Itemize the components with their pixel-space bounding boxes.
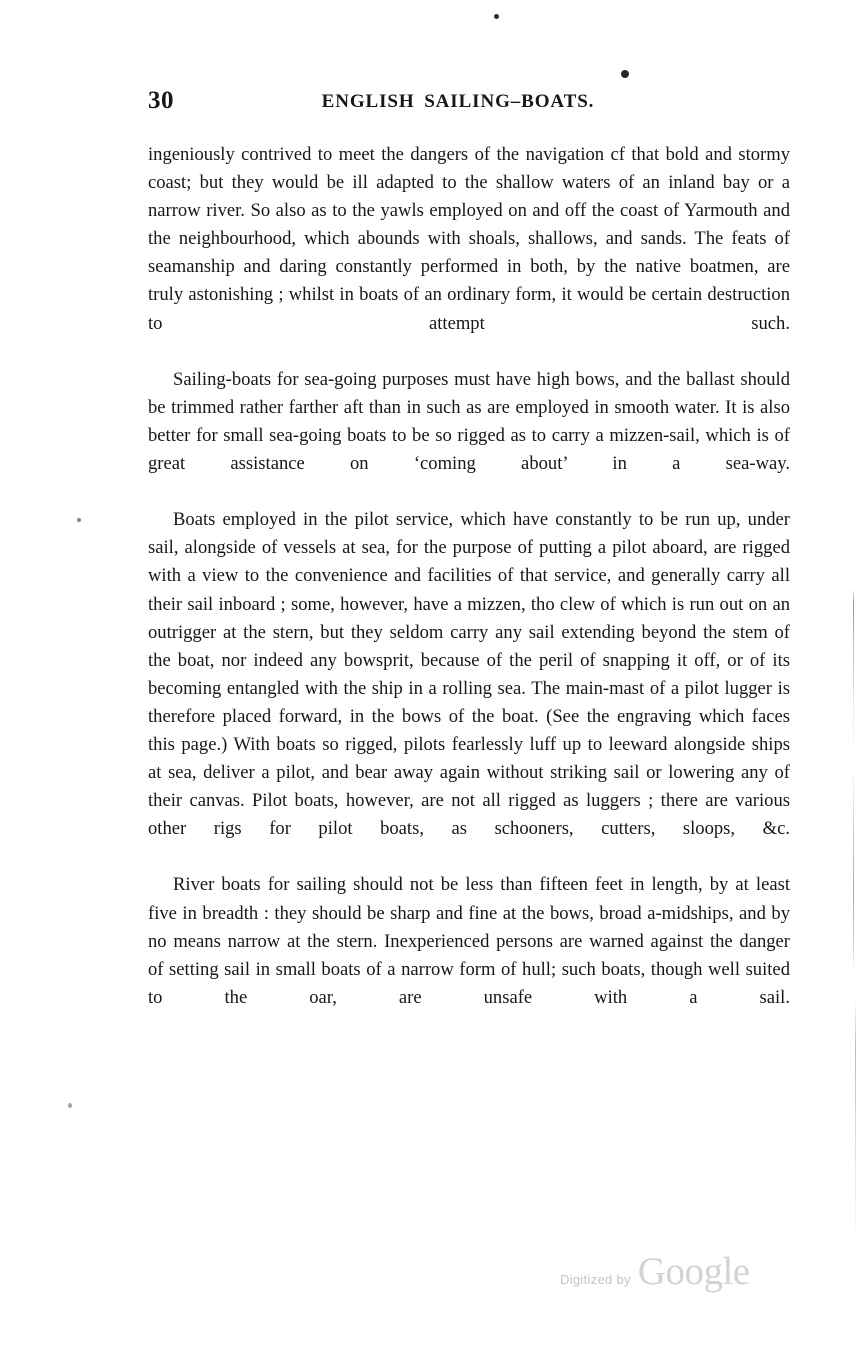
scan-edge-line xyxy=(855,1000,856,1250)
body-text-block xyxy=(148,141,790,1040)
scan-speck-artifact xyxy=(494,14,499,19)
scan-speck-artifact xyxy=(77,518,81,522)
scan-speck-artifact xyxy=(68,1103,72,1108)
running-header xyxy=(0,86,860,120)
paragraph-pilot-service: Boats employed in the pilot service, which have constantly to be run up, under sail, alongside of vessels at sea, for the purpose of putting a pilot aboard, are rigged with a view to the convenience and facilities of that service, and generally carry all their sail inboard ; some, however, have a mizzen, tho clew of which is run out on an outrigger at the stern, but they seldom carry any sail extending beyond the stem of the boat, nor indeed any bowsprit, because of the peril of snapping it off, or of its becoming entangled with the ship in a rolling sea. The main-mast of a pilot lugger is therefore placed forward, in the bows of the boat. (See the engraving which faces this page.) With boats so rigged, pilots fearlessly luff up to leeward alongside ships at sea, deliver a pilot, and bear away again without striking sail or lowering any of their canvas. Pilot boats, however, are not all rigged as luggers ; there are various other rigs for pilot boats, as schooners, cutters, sloops, &c. xyxy=(148,509,790,840)
page-number: 30 xyxy=(148,87,174,114)
digitized-by-google-watermark xyxy=(560,1252,750,1292)
paragraph-river-boats: River boats for sailing should not be less than fifteen feet in length, by at least five in breadth : they should be sharp and fine at the bows, broad a-midships, and by no means narrow at the stern. Inexperienced persons are warned against the danger of setting sail in small boats of a narrow form of hull; such boats, though well suited to the oar, are unsafe with a sail. xyxy=(148,874,790,1008)
paragraph-continuation: ingeniously contrived to meet the dangers of the navigation cf that bold and stormy coast; but they would be ill adapted to the shallow waters of an inland bay or a narrow river. So also as to the yawls employed on and off the coast of Yarmouth and the neighbourhood, which abounds with shoals, shallows, and sands. The feats of seamanship and daring constantly performed in both, by the native boatmen, are truly astonishing ; whilst in boats of an ordinary form, it would be certain destruction to attempt such. xyxy=(148,144,790,334)
scan-speck-artifact xyxy=(621,70,629,78)
google-wordmark: Google xyxy=(637,1250,750,1293)
running-head-title: ENGLISH SAILING–BOATS. xyxy=(321,91,595,112)
watermark-prefix-text: Digitized by xyxy=(560,1272,631,1287)
paragraph-sailing-boats: Sailing-boats for sea-going purposes must have high bows, and the ballast should be trimmed rather farther aft than in such as are employed in smooth water. It is also better for small sea-going boats to be so rigged as to carry a mizzen-sail, which is of great assistance on ‘coming about’ in a sea-way. xyxy=(148,368,790,475)
scan-edge-line xyxy=(853,588,854,968)
